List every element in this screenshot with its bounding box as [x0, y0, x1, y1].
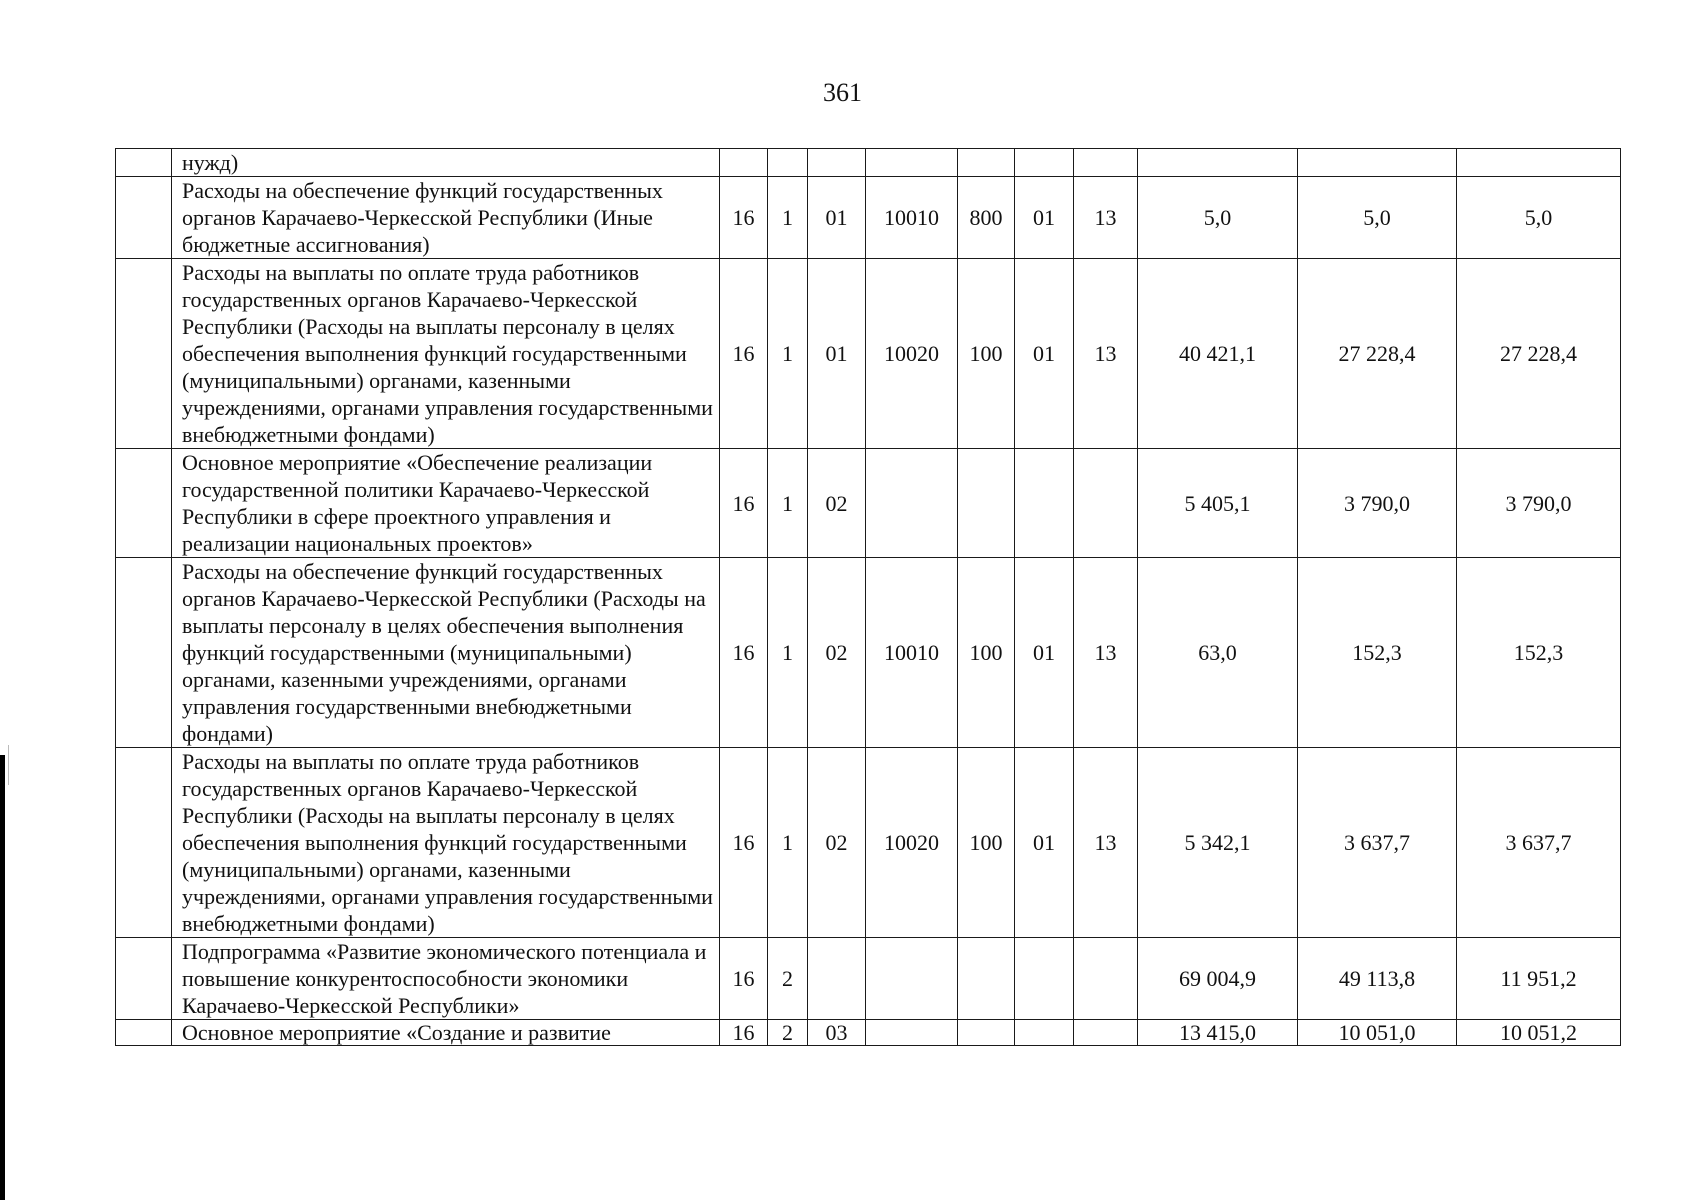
amount-year1-cell: 40 421,1 — [1138, 259, 1298, 449]
expense-type-cell — [958, 149, 1015, 177]
amount-year2-cell: 3 637,7 — [1298, 748, 1457, 938]
subsection-cell — [1074, 449, 1138, 558]
subprogram-code-cell — [808, 149, 866, 177]
expense-type-cell — [958, 1020, 1015, 1046]
section-cell: 01 — [1015, 748, 1074, 938]
admin-code-cell: 16 — [720, 177, 768, 259]
admin-code-cell: 16 — [720, 748, 768, 938]
amount-year3-cell — [1457, 149, 1621, 177]
amount-year3-cell: 3 637,7 — [1457, 748, 1621, 938]
program-code-cell: 1 — [768, 558, 808, 748]
section-cell: 01 — [1015, 177, 1074, 259]
expense-type-cell — [958, 938, 1015, 1020]
amount-year2-cell: 49 113,8 — [1298, 938, 1457, 1020]
program-code-cell: 1 — [768, 177, 808, 259]
subprogram-code-cell: 03 — [808, 1020, 866, 1046]
amount-year2-cell: 152,3 — [1298, 558, 1457, 748]
program-code-cell: 1 — [768, 259, 808, 449]
amount-year1-cell: 69 004,9 — [1138, 938, 1298, 1020]
program-code-cell: 2 — [768, 938, 808, 1020]
row-number-cell — [116, 748, 172, 938]
amount-year3-cell: 3 790,0 — [1457, 449, 1621, 558]
description-cell: Расходы на обеспечение функций государственных органов Карачаево-Черкесской Республики (Расходы на выплаты персоналу в целях обеспечения выполнения функций государственными (муниципальными) органами, казенными учреждениями, органами управления государственными внебюджетными фондами) — [172, 558, 720, 748]
description-cell: Расходы на выплаты по оплате труда работников государственных органов Карачаево-Черкесской Республики (Расходы на выплаты персоналу в целях обеспечения выполнения функций государственными (муниципальными) органами, казенными учреждениями, органами управления государственными внебюджетными фондами) — [172, 748, 720, 938]
amount-year1-cell: 5 342,1 — [1138, 748, 1298, 938]
table-row — [116, 449, 1621, 558]
subsection-cell: 13 — [1074, 259, 1138, 449]
direction-code-cell: 10010 — [866, 558, 958, 748]
admin-code-cell — [720, 149, 768, 177]
amount-year3-cell: 11 951,2 — [1457, 938, 1621, 1020]
table-row — [116, 177, 1621, 259]
description-cell: Расходы на выплаты по оплате труда работников государственных органов Карачаево-Черкесской Республики (Расходы на выплаты персоналу в целях обеспечения выполнения функций государственными (муниципальными) органами, казенными учреждениями, органами управления государственными внебюджетными фондами) — [172, 259, 720, 449]
subprogram-code-cell: 02 — [808, 449, 866, 558]
program-code-cell: 1 — [768, 449, 808, 558]
table-row — [116, 938, 1621, 1020]
table-row — [116, 149, 1621, 177]
row-number-cell — [116, 259, 172, 449]
amount-year2-cell: 5,0 — [1298, 177, 1457, 259]
amount-year1-cell: 5,0 — [1138, 177, 1298, 259]
program-code-cell: 2 — [768, 1020, 808, 1046]
amount-year1-cell: 5 405,1 — [1138, 449, 1298, 558]
program-code-cell — [768, 149, 808, 177]
amount-year2-cell — [1298, 149, 1457, 177]
table-row — [116, 748, 1621, 938]
table-row — [116, 558, 1621, 748]
description-cell: нужд) — [172, 149, 720, 177]
scan-edge-mark-faint — [8, 745, 9, 785]
description-cell: Основное мероприятие «Обеспечение реализации государственной политики Карачаево-Черкесской Республики в сфере проектного управления и реализации национальных проектов» — [172, 449, 720, 558]
direction-code-cell — [866, 449, 958, 558]
subsection-cell — [1074, 938, 1138, 1020]
admin-code-cell: 16 — [720, 449, 768, 558]
admin-code-cell: 16 — [720, 938, 768, 1020]
row-number-cell — [116, 149, 172, 177]
direction-code-cell: 10020 — [866, 259, 958, 449]
amount-year3-cell: 5,0 — [1457, 177, 1621, 259]
row-number-cell — [116, 558, 172, 748]
description-cell: Подпрограмма «Развитие экономического потенциала и повышение конкурентоспособности экономики Карачаево-Черкесской Республики» — [172, 938, 720, 1020]
page-number: 361 — [823, 78, 862, 107]
row-number-cell — [116, 1020, 172, 1046]
amount-year1-cell: 63,0 — [1138, 558, 1298, 748]
section-cell — [1015, 1020, 1074, 1046]
amount-year1-cell — [1138, 149, 1298, 177]
section-cell — [1015, 149, 1074, 177]
subprogram-code-cell — [808, 938, 866, 1020]
section-cell — [1015, 938, 1074, 1020]
direction-code-cell: 10010 — [866, 177, 958, 259]
row-number-cell — [116, 177, 172, 259]
subprogram-code-cell: 01 — [808, 177, 866, 259]
scan-edge-mark — [0, 755, 5, 1200]
admin-code-cell: 16 — [720, 259, 768, 449]
expense-type-cell — [958, 449, 1015, 558]
subsection-cell — [1074, 1020, 1138, 1046]
subprogram-code-cell: 01 — [808, 259, 866, 449]
direction-code-cell — [866, 1020, 958, 1046]
expense-type-cell: 800 — [958, 177, 1015, 259]
subsection-cell: 13 — [1074, 748, 1138, 938]
row-number-cell — [116, 938, 172, 1020]
subprogram-code-cell: 02 — [808, 558, 866, 748]
expense-type-cell: 100 — [958, 558, 1015, 748]
amount-year2-cell: 3 790,0 — [1298, 449, 1457, 558]
subprogram-code-cell: 02 — [808, 748, 866, 938]
row-number-cell — [116, 449, 172, 558]
table-row — [116, 259, 1621, 449]
description-cell: Основное мероприятие «Создание и развитие — [172, 1020, 720, 1046]
admin-code-cell: 16 — [720, 558, 768, 748]
admin-code-cell: 16 — [720, 1020, 768, 1046]
expense-type-cell: 100 — [958, 748, 1015, 938]
direction-code-cell — [866, 149, 958, 177]
program-code-cell: 1 — [768, 748, 808, 938]
section-cell — [1015, 449, 1074, 558]
expense-type-cell: 100 — [958, 259, 1015, 449]
budget-table — [115, 148, 1621, 1046]
description-cell: Расходы на обеспечение функций государственных органов Карачаево-Черкесской Республики (Иные бюджетные ассигнования) — [172, 177, 720, 259]
amount-year2-cell: 10 051,0 — [1298, 1020, 1457, 1046]
amount-year3-cell: 152,3 — [1457, 558, 1621, 748]
amount-year3-cell: 10 051,2 — [1457, 1020, 1621, 1046]
subsection-cell: 13 — [1074, 558, 1138, 748]
table-row — [116, 1020, 1621, 1046]
section-cell: 01 — [1015, 558, 1074, 748]
amount-year2-cell: 27 228,4 — [1298, 259, 1457, 449]
direction-code-cell: 10020 — [866, 748, 958, 938]
amount-year3-cell: 27 228,4 — [1457, 259, 1621, 449]
subsection-cell — [1074, 149, 1138, 177]
amount-year1-cell: 13 415,0 — [1138, 1020, 1298, 1046]
section-cell: 01 — [1015, 259, 1074, 449]
subsection-cell: 13 — [1074, 177, 1138, 259]
direction-code-cell — [866, 938, 958, 1020]
